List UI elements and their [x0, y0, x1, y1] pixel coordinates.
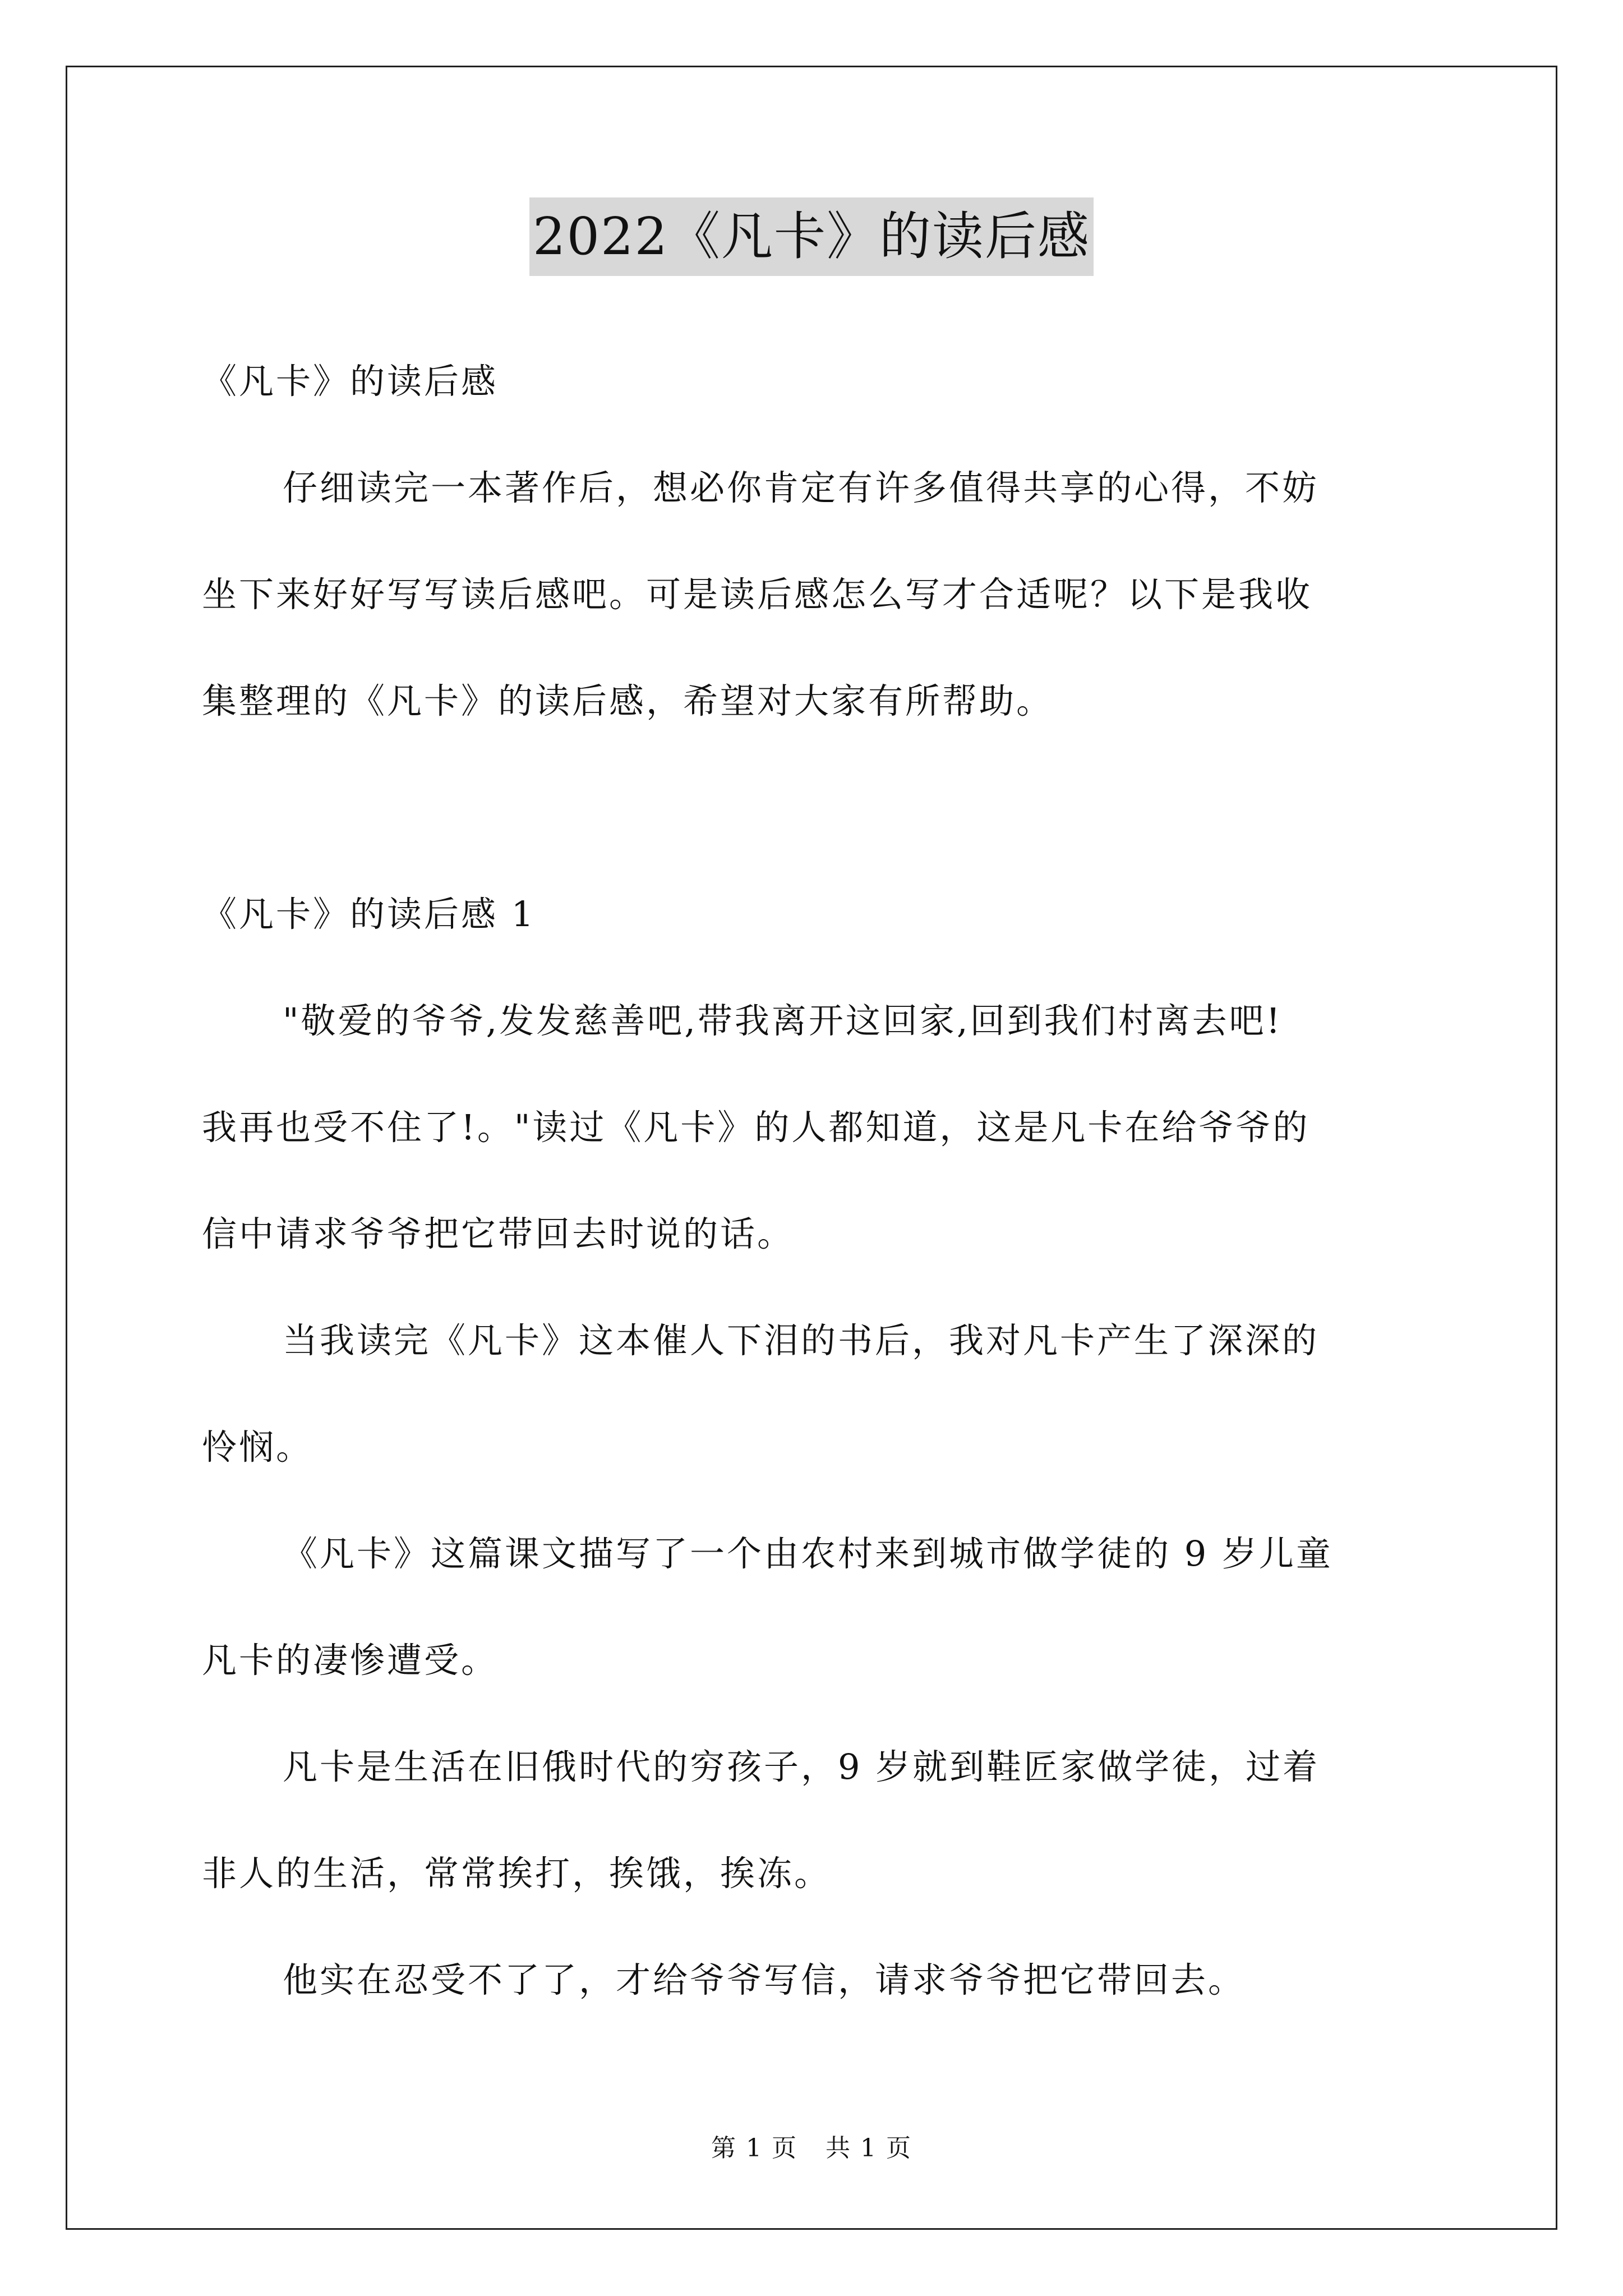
- page-total: 共 1 页: [826, 2134, 912, 2162]
- section-heading-1: 《凡卡》的读后感 1: [202, 894, 536, 935]
- para1-line-1: "敬爱的爷爷,发发慈善吧,带我离开这回家,回到我们村离去吧!: [283, 1000, 1283, 1041]
- document-body: [202, 328, 1424, 2033]
- section-heading-intro: 《凡卡》的读后感: [202, 361, 499, 402]
- para1-line-2: 我再也受不住了!。"读过《凡卡》的人都知道，这是凡卡在给爷爷的: [202, 1107, 1310, 1148]
- para3-line-1: 《凡卡》这篇课文描写了一个由农村来到城市做学徒的 9 岁儿童: [283, 1533, 1333, 1574]
- intro-line-2: 坐下来好好写写读后感吧。可是读后感怎么写才合适呢？以下是我收: [202, 574, 1313, 615]
- intro-line-3: 集整理的《凡卡》的读后感，希望对大家有所帮助。: [202, 680, 1054, 721]
- document-title: 2022《凡卡》的读后感: [529, 197, 1094, 276]
- para4-line-2: 非人的生活，常常挨打，挨饿，挨冻。: [202, 1853, 832, 1894]
- para1-line-3: 信中请求爷爷把它带回去时说的话。: [202, 1213, 795, 1254]
- page-footer: [0, 2132, 1623, 2165]
- intro-line-1: 仔细读完一本著作后，想必你肯定有许多值得共享的心得，不妨: [283, 467, 1320, 508]
- para2-line-1: 当我读完《凡卡》这本催人下泪的书后，我对凡卡产生了深深的: [283, 1320, 1320, 1361]
- para4-line-1: 凡卡是生活在旧俄时代的穷孩子，9 岁就到鞋匠家做学徒，过着: [283, 1746, 1320, 1787]
- page-number: 第 1 页: [711, 2134, 797, 2162]
- section-spacer: [202, 754, 1424, 861]
- para5-line-1: 他实在忍受不了了，才给爷爷写信，请求爷爷把它带回去。: [283, 1959, 1246, 2000]
- para2-line-2: 怜悯。: [202, 1427, 313, 1467]
- title-container: [0, 197, 1623, 276]
- para3-line-2: 凡卡的凄惨遭受。: [202, 1640, 499, 1681]
